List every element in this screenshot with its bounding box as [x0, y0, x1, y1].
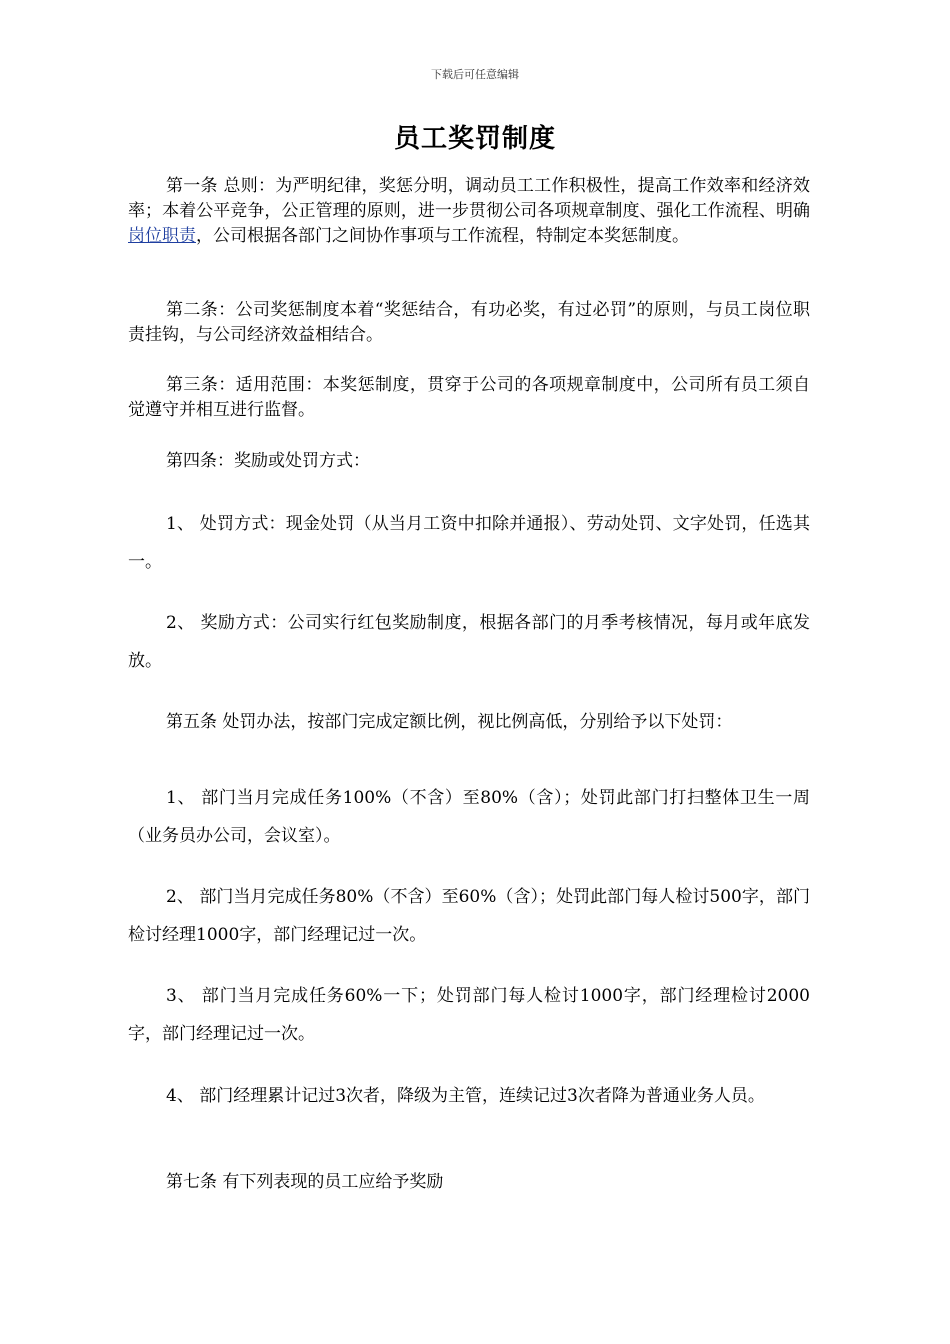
article-3: 第三条：适用范围：本奖惩制度，贯穿于公司的各项规章制度中，公司所有员工须自觉遵守并相互进行监督。: [128, 375, 810, 420]
job-duties-link[interactable]: 岗位职责: [128, 226, 196, 246]
article-7: 第七条 有下列表现的员工应给予奖励: [166, 1172, 444, 1192]
article-1-text-a: 第一条 总则：为严明纪律，奖惩分明，调动员工工作积极性，提高工作效率和经济效率；本着公平竞争，公正管理的原则，进一步贯彻公司各项规章制度、强化工作流程、明确: [128, 176, 810, 221]
article-5-item-2: 2、 部门当月完成任务80%（不含）至60%（含）；处罚此部门每人检讨500字，部门检讨经理1000字，部门经理记过一次。: [128, 887, 810, 945]
article-5-item-4: 4、 部门经理累计记过3次者，降级为主管，连续记过3次者降为普通业务人员。: [166, 1086, 765, 1106]
document-title: 员工奖罚制度: [393, 124, 556, 154]
article-5-item-1: 1、 部门当月完成任务100%（不含）至80%（含）；处罚此部门打扫整体卫生一周（业务员办公司，会议室）。: [128, 788, 810, 846]
article-5-item-3: 3、 部门当月完成任务60%一下；处罚部门每人检讨1000字，部门经理检讨2000字，部门经理记过一次。: [128, 986, 810, 1044]
article-5-heading: 第五条 处罚办法，按部门完成定额比例，视比例高低，分别给予以下处罚：: [166, 712, 733, 732]
article-4-heading: 第四条：奖励或处罚方式：: [166, 451, 370, 471]
article-4-item-1: 1、 处罚方式：现金处罚（从当月工资中扣除并通报）、劳动处罚、文字处罚，任选其一。: [128, 514, 810, 572]
header-note: 下载后可任意编辑: [431, 68, 519, 81]
article-1: [128, 174, 810, 249]
article-4-item-2: 2、 奖励方式：公司实行红包奖励制度，根据各部门的月季考核情况，每月或年底发放。: [128, 613, 810, 671]
article-1-text-b: ，公司根据各部门之间协作事项与工作流程，特制定本奖惩制度。: [196, 226, 689, 246]
article-2: 第二条：公司奖惩制度本着“奖惩结合，有功必奖，有过必罚”的原则，与员工岗位职责挂钩，与公司经济效益相结合。: [128, 300, 810, 345]
